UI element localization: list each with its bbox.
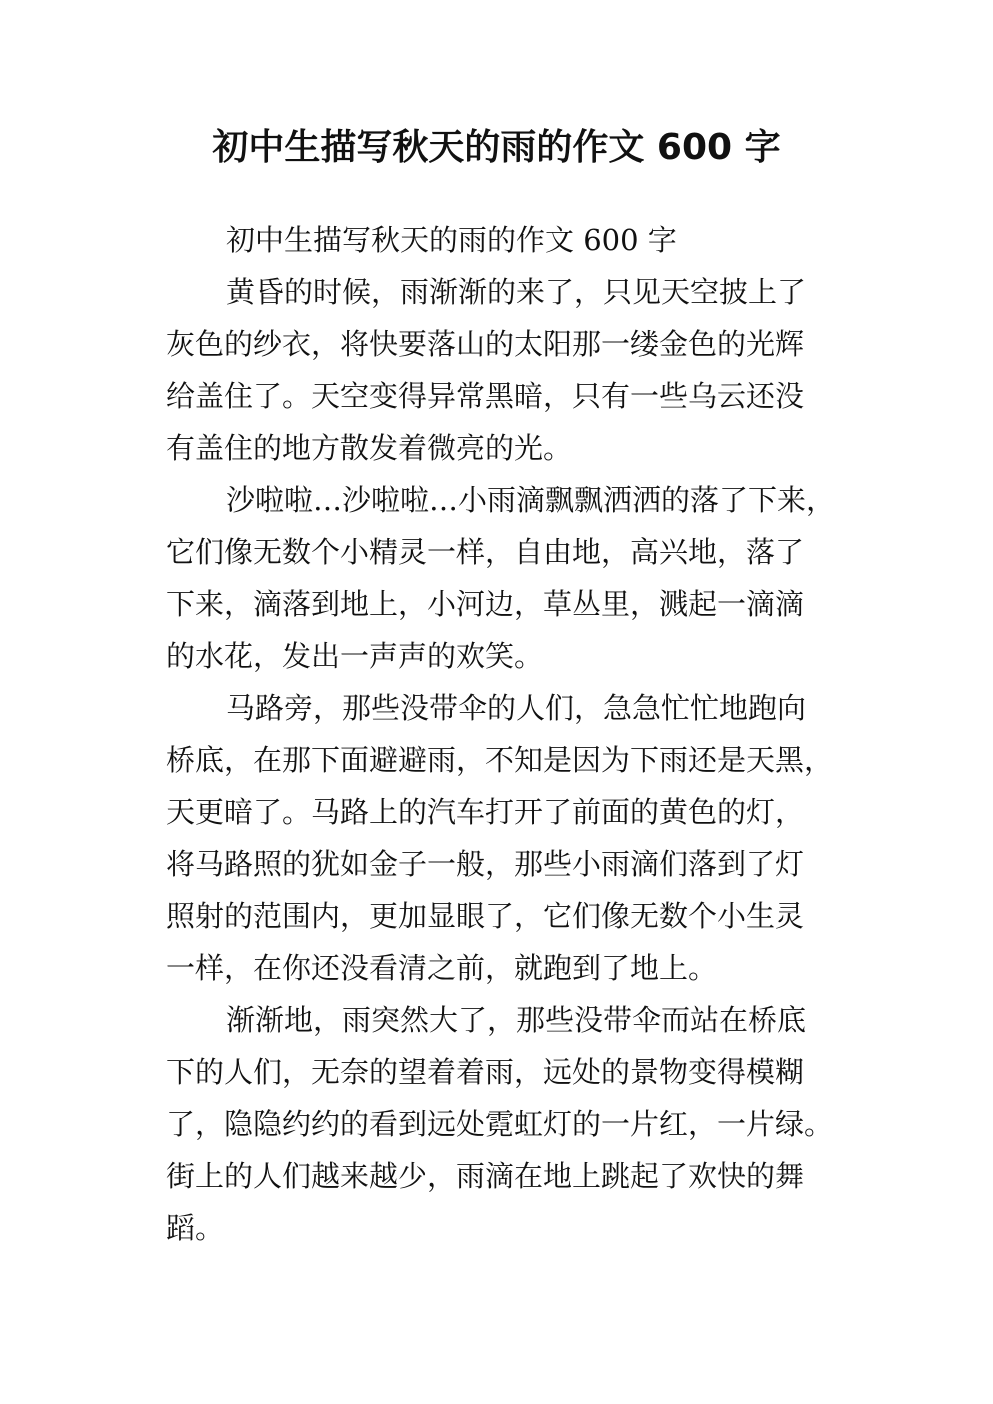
document-body [166,214,846,1254]
paragraph-1-line-4: 有盖住的地方散发着微亮的光。 [166,431,573,465]
paragraph-3-line-1: 马路旁，那些没带伞的人们，急急忙忙地跑向 [226,691,807,725]
document-title: 初中生描写秋天的雨的作文 600 字 [212,127,781,168]
body-subtitle-line: 初中生描写秋天的雨的作文 600 字 [226,223,677,257]
paragraph-2-line-3: 下来，滴落到地上，小河边，草丛里，溅起一滴滴 [166,587,805,621]
paragraph-1-line-2: 灰色的纱衣，将快要落山的太阳那一缕金色的光辉 [166,327,805,361]
paragraph-4-line-4: 街上的人们越来越少，雨滴在地上跳起了欢快的舞 [166,1159,805,1193]
paragraph-3-line-5: 照射的范围内，更加显眼了，它们像无数个小生灵 [166,899,805,933]
paragraph-4-line-1: 渐渐地，雨突然大了，那些没带伞而站在桥底 [226,1003,807,1037]
paragraph-1-line-1: 黄昏的时候，雨渐渐的来了，只见天空披上了 [226,275,807,309]
paragraph-3-line-4: 将马路照的犹如金子一般，那些小雨滴们落到了灯 [166,847,805,881]
paragraph-2-line-2: 它们像无数个小精灵一样，自由地，高兴地，落了 [166,535,805,569]
paragraph-4-line-3: 了，隐隐约约的看到远处霓虹灯的一片红，一片绿。 [166,1107,834,1141]
paragraph-4-line-5: 蹈。 [166,1211,225,1245]
paragraph-4-line-2: 下的人们，无奈的望着着雨，远处的景物变得模糊 [166,1055,805,1089]
paragraph-1-line-3: 给盖住了。天空变得异常黑暗，只有一些乌云还没 [166,379,805,413]
paragraph-2-line-1: 沙啦啦…沙啦啦…小雨滴飘飘洒洒的落了下来， [226,483,836,517]
paragraph-3-line-3: 天更暗了。马路上的汽车打开了前面的黄色的灯， [166,795,805,829]
paragraph-3-line-2: 桥底，在那下面避避雨，不知是因为下雨还是天黑， [166,743,834,777]
paragraph-2-line-4: 的水花，发出一声声的欢笑。 [166,639,544,673]
paragraph-3-line-6: 一样，在你还没看清之前，就跑到了地上。 [166,951,718,985]
